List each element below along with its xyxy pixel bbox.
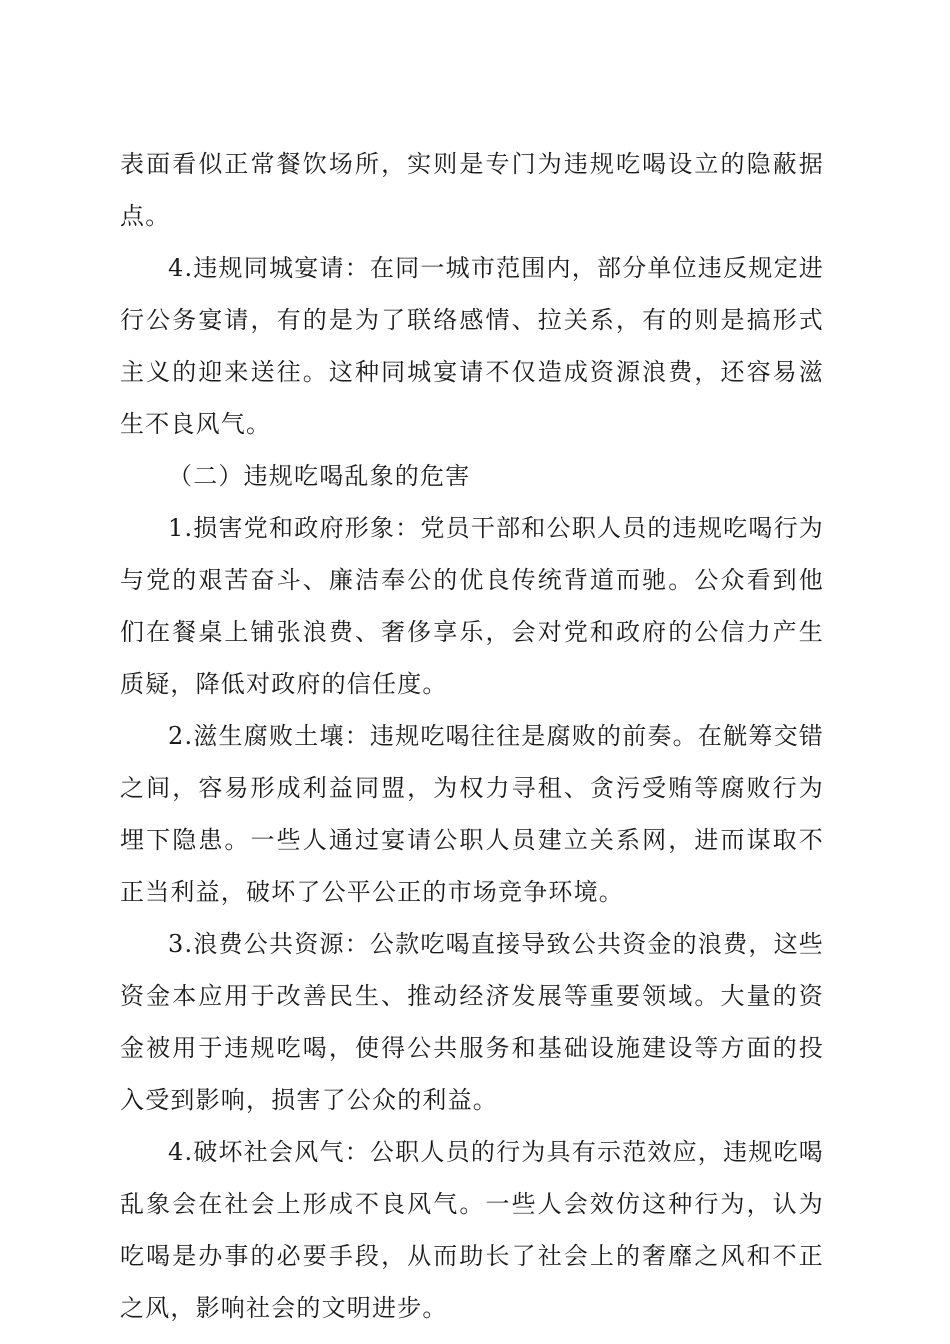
section-heading-harms: （二）违规吃喝乱象的危害 xyxy=(168,462,471,490)
paragraph-continuation: 表面看似正常餐饮场所，实则是专门为违规吃喝设立的隐蔽据点。 xyxy=(120,150,824,230)
paragraph-harm-image: 1.损害党和政府形象：党员干部和公职人员的违规吃喝行为与党的艰苦奋斗、廉洁奉公的优良传统背道而驰。公众看到他们在餐桌上铺张浪费、奢侈享乐，会对党和政府的公信力产生质疑，降低对政府的信任度。 xyxy=(120,514,824,698)
paragraph-harm-corruption: 2.滋生腐败土壤：违规吃喝往往是腐败的前奏。在觥筹交错之间，容易形成利益同盟，为权力寻租、贪污受贿等腐败行为埋下隐患。一些人通过宴请公职人员建立关系网，进而谋取不正当利益，破坏了公平公正的市场竞争环境。 xyxy=(120,722,824,906)
document-body xyxy=(120,138,824,1334)
paragraph-same-city-banquet: 4.违规同城宴请：在同一城市范围内，部分单位违反规定进行公务宴请，有的是为了联络感情、拉关系，有的则是搞形式主义的迎来送往。这种同城宴请不仅造成资源浪费，还容易滋生不良风气。 xyxy=(120,254,824,438)
paragraph-harm-waste: 3.浪费公共资源：公款吃喝直接导致公共资金的浪费，这些资金本应用于改善民生、推动经济发展等重要领域。大量的资金被用于违规吃喝，使得公共服务和基础设施建设等方面的投入受到影响，损害了公众的利益。 xyxy=(120,930,824,1114)
paragraph-harm-social-atmosphere: 4.破坏社会风气：公职人员的行为具有示范效应，违规吃喝乱象会在社会上形成不良风气。一些人会效仿这种行为，认为吃喝是办事的必要手段，从而助长了社会上的奢靡之风和不正之风，影响社会的文明进步。 xyxy=(120,1138,824,1322)
